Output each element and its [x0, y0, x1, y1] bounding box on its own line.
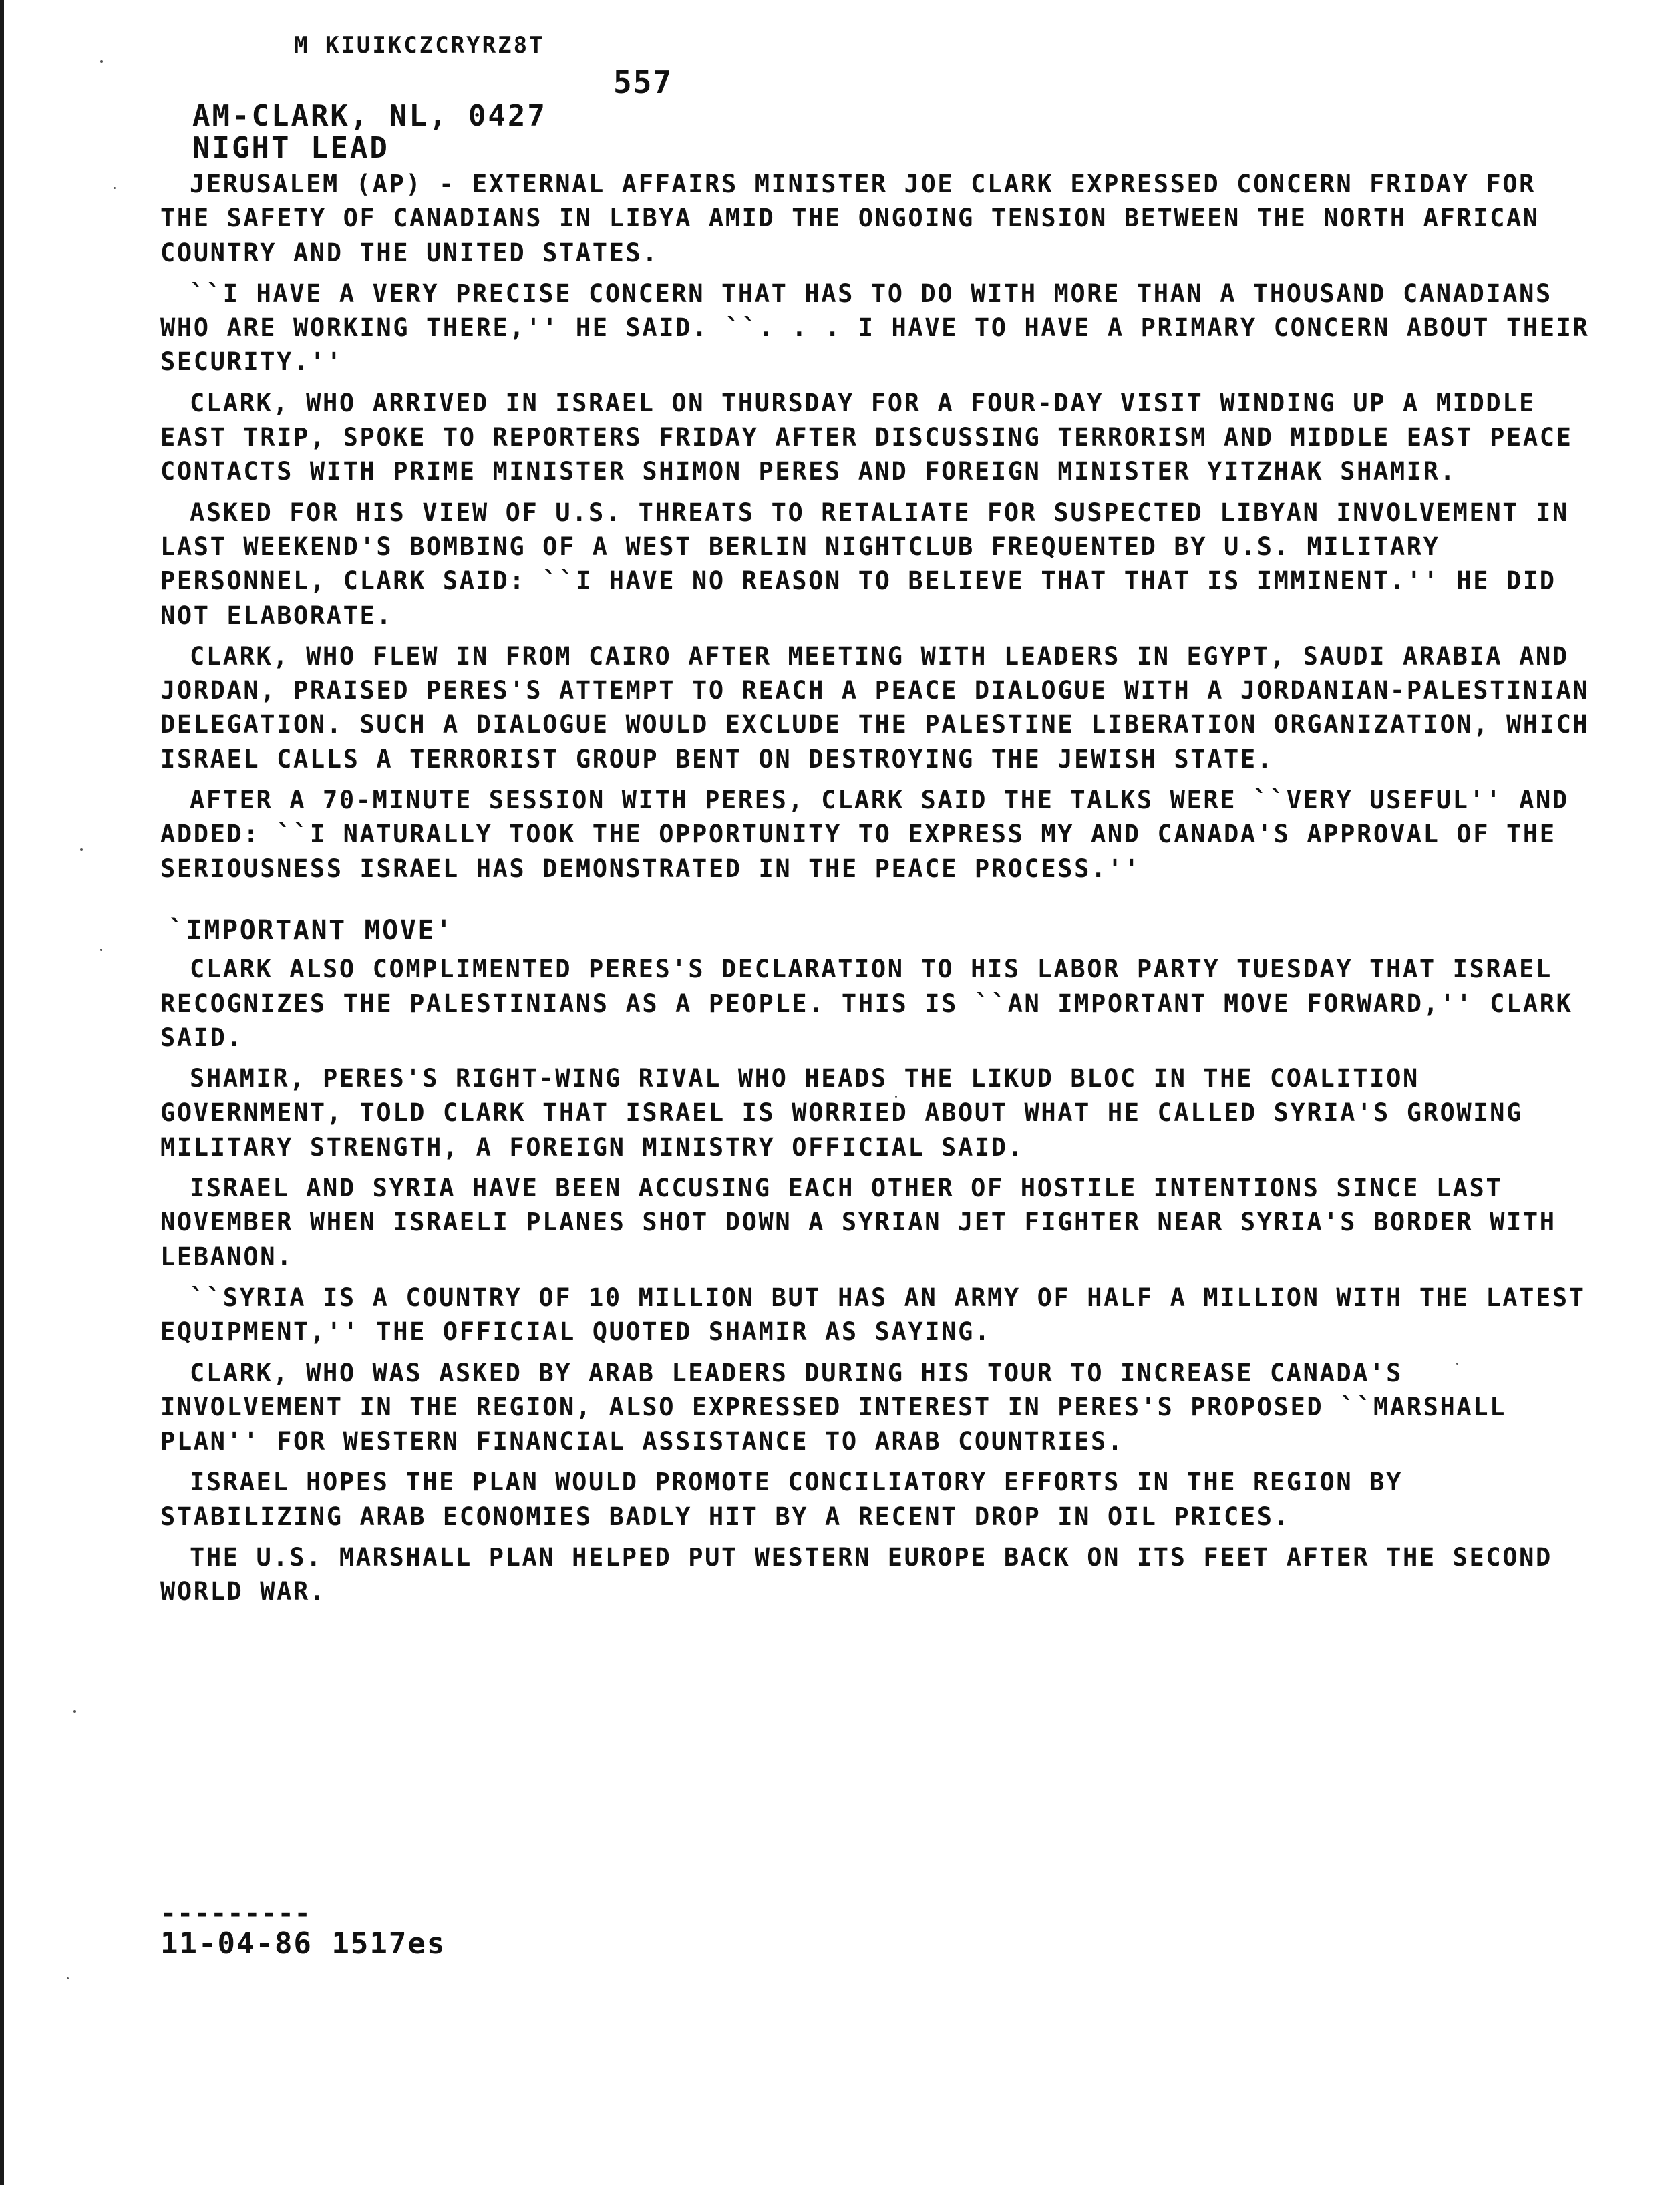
story-paragraph: SHAMIR, PERES'S RIGHT-WING RIVAL WHO HEADS THE LIKUD BLOC IN THE COALITION GOVERNMENT, TOLD CLARK THAT ISRAEL IS WORRIED ABOUT WHAT HE CALLED SYRIA'S GROWING MILITARY STRENGTH, A FOREIGN MINISTRY OFFICIAL SAID.	[160, 1064, 1523, 1162]
story-paragraph: AFTER A 70-MINUTE SESSION WITH PERES, CLARK SAID THE TALKS WERE ``VERY USEFUL'' AND ADDED: ``I NATURALLY TOOK THE OPPORTUNITY TO EXPRESS MY AND CANADA'S APPROVAL OF THE SERIOUSNESS ISRAEL HAS DEMONSTRATED IN THE PEACE PROCESS.''	[160, 786, 1569, 883]
story-lead-label: NIGHT LEAD	[192, 131, 389, 165]
story-paragraph: JERUSALEM (AP) - EXTERNAL AFFAIRS MINISTER JOE CLARK EXPRESSED CONCERN FRIDAY FOR THE SAFETY OF CANADIANS IN LIBYA AMID THE ONGOING TENSION BETWEEN THE NORTH AFRICAN COUNTRY AND THE UNITED STATES.	[160, 170, 1540, 267]
story-paragraph: CLARK, WHO WAS ASKED BY ARAB LEADERS DURING HIS TOUR TO INCREASE CANADA'S INVOLVEMENT IN THE REGION, ALSO EXPRESSED INTEREST IN PERES'S PROPOSED ``MARSHALL PLAN'' FOR WESTERN FINANCIAL ASSISTANCE TO ARAB COUNTRIES.	[160, 1358, 1506, 1456]
story-paragraph: CLARK ALSO COMPLIMENTED PERES'S DECLARATION TO HIS LABOR PARTY TUESDAY THAT ISRAEL RECOGNIZES THE PALESTINIANS AS A PEOPLE. THIS IS ``AN IMPORTANT MOVE FORWARD,'' CLARK SAID.	[160, 955, 1573, 1052]
story-paragraph: CLARK, WHO ARRIVED IN ISRAEL ON THURSDAY FOR A FOUR-DAY VISIT WINDING UP A MIDDLE EAST TRIP, SPOKE TO REPORTERS FRIDAY AFTER DISCUSSING TERRORISM AND MIDDLE EAST PEACE CONTACTS WITH PRIME MINISTER SHIMON PERES AND FOREIGN MINISTER YITZHAK SHAMIR.	[160, 388, 1573, 486]
story-paragraph: CLARK, WHO FLEW IN FROM CAIRO AFTER MEETING WITH LEADERS IN EGYPT, SAUDI ARABIA AND JORDAN, PRAISED PERES'S ATTEMPT TO REACH A PEACE DIALOGUE WITH A JORDANIAN-PALESTINIAN DELEGATION. SUCH A DIALOGUE WOULD EXCLUDE THE PALESTINE LIBERATION ORGANIZATION, WHICH ISRAEL CALLS A TERRORIST GROUP BENT ON DESTROYING THE JEWISH STATE.	[160, 641, 1590, 774]
scan-speck	[80, 848, 83, 851]
scan-speck	[114, 187, 116, 189]
scan-speck	[73, 1710, 76, 1713]
footer-divider: ---------	[160, 1898, 311, 1929]
story-subhead: `IMPORTANT MOVE'	[168, 914, 454, 946]
scan-edge	[0, 0, 4, 2185]
story-paragraph: ISRAEL HOPES THE PLAN WOULD PROMOTE CONCILIATORY EFFORTS IN THE REGION BY STABILIZING ARAB ECONOMIES BADLY HIT BY A RECENT DROP IN OIL PRICES.	[160, 1468, 1403, 1531]
story-paragraph: ASKED FOR HIS VIEW OF U.S. THREATS TO RETALIATE FOR SUSPECTED LIBYAN INVOLVEMENT IN LAST WEEKEND'S BOMBING OF A WEST BERLIN NIGHTCLUB FREQUENTED BY U.S. MILITARY PERSONNEL, CLARK SAID: ``I HAVE NO REASON TO BELIEVE THAT THAT IS IMMINENT.'' HE DID NOT ELABORATE.	[160, 498, 1569, 630]
transmission-timestamp: 11-04-86 1517es	[160, 1926, 446, 1961]
story-body	[160, 167, 1597, 1616]
scan-speck	[67, 1977, 69, 1979]
story-paragraph: ``I HAVE A VERY PRECISE CONCERN THAT HAS TO DO WITH MORE THAN A THOUSAND CANADIANS WHO ARE WORKING THERE,'' HE SAID. ``. . . I HAVE TO HAVE A PRIMARY CONCERN ABOUT THEIR SECURITY.''	[160, 279, 1590, 377]
wire-routing-code: M KIUIKCZCRYRZ8T	[294, 32, 545, 59]
scan-speck	[100, 949, 102, 951]
page-number: 557	[613, 64, 673, 100]
story-slug: AM-CLARK, NL, 0427	[192, 99, 547, 133]
story-paragraph: ``SYRIA IS A COUNTRY OF 10 MILLION BUT HAS AN ARMY OF HALF A MILLION WITH THE LATEST EQUIPMENT,'' THE OFFICIAL QUOTED SHAMIR AS SAYING.	[160, 1283, 1586, 1347]
story-paragraph: THE U.S. MARSHALL PLAN HELPED PUT WESTERN EUROPE BACK ON ITS FEET AFTER THE SECOND WORLD WAR.	[160, 1542, 1552, 1607]
scan-speck	[100, 60, 103, 63]
story-paragraph: ISRAEL AND SYRIA HAVE BEEN ACCUSING EACH OTHER OF HOSTILE INTENTIONS SINCE LAST NOVEMBER WHEN ISRAELI PLANES SHOT DOWN A SYRIAN JET FIGHTER NEAR SYRIA'S BORDER WITH LEBANON.	[160, 1174, 1556, 1271]
